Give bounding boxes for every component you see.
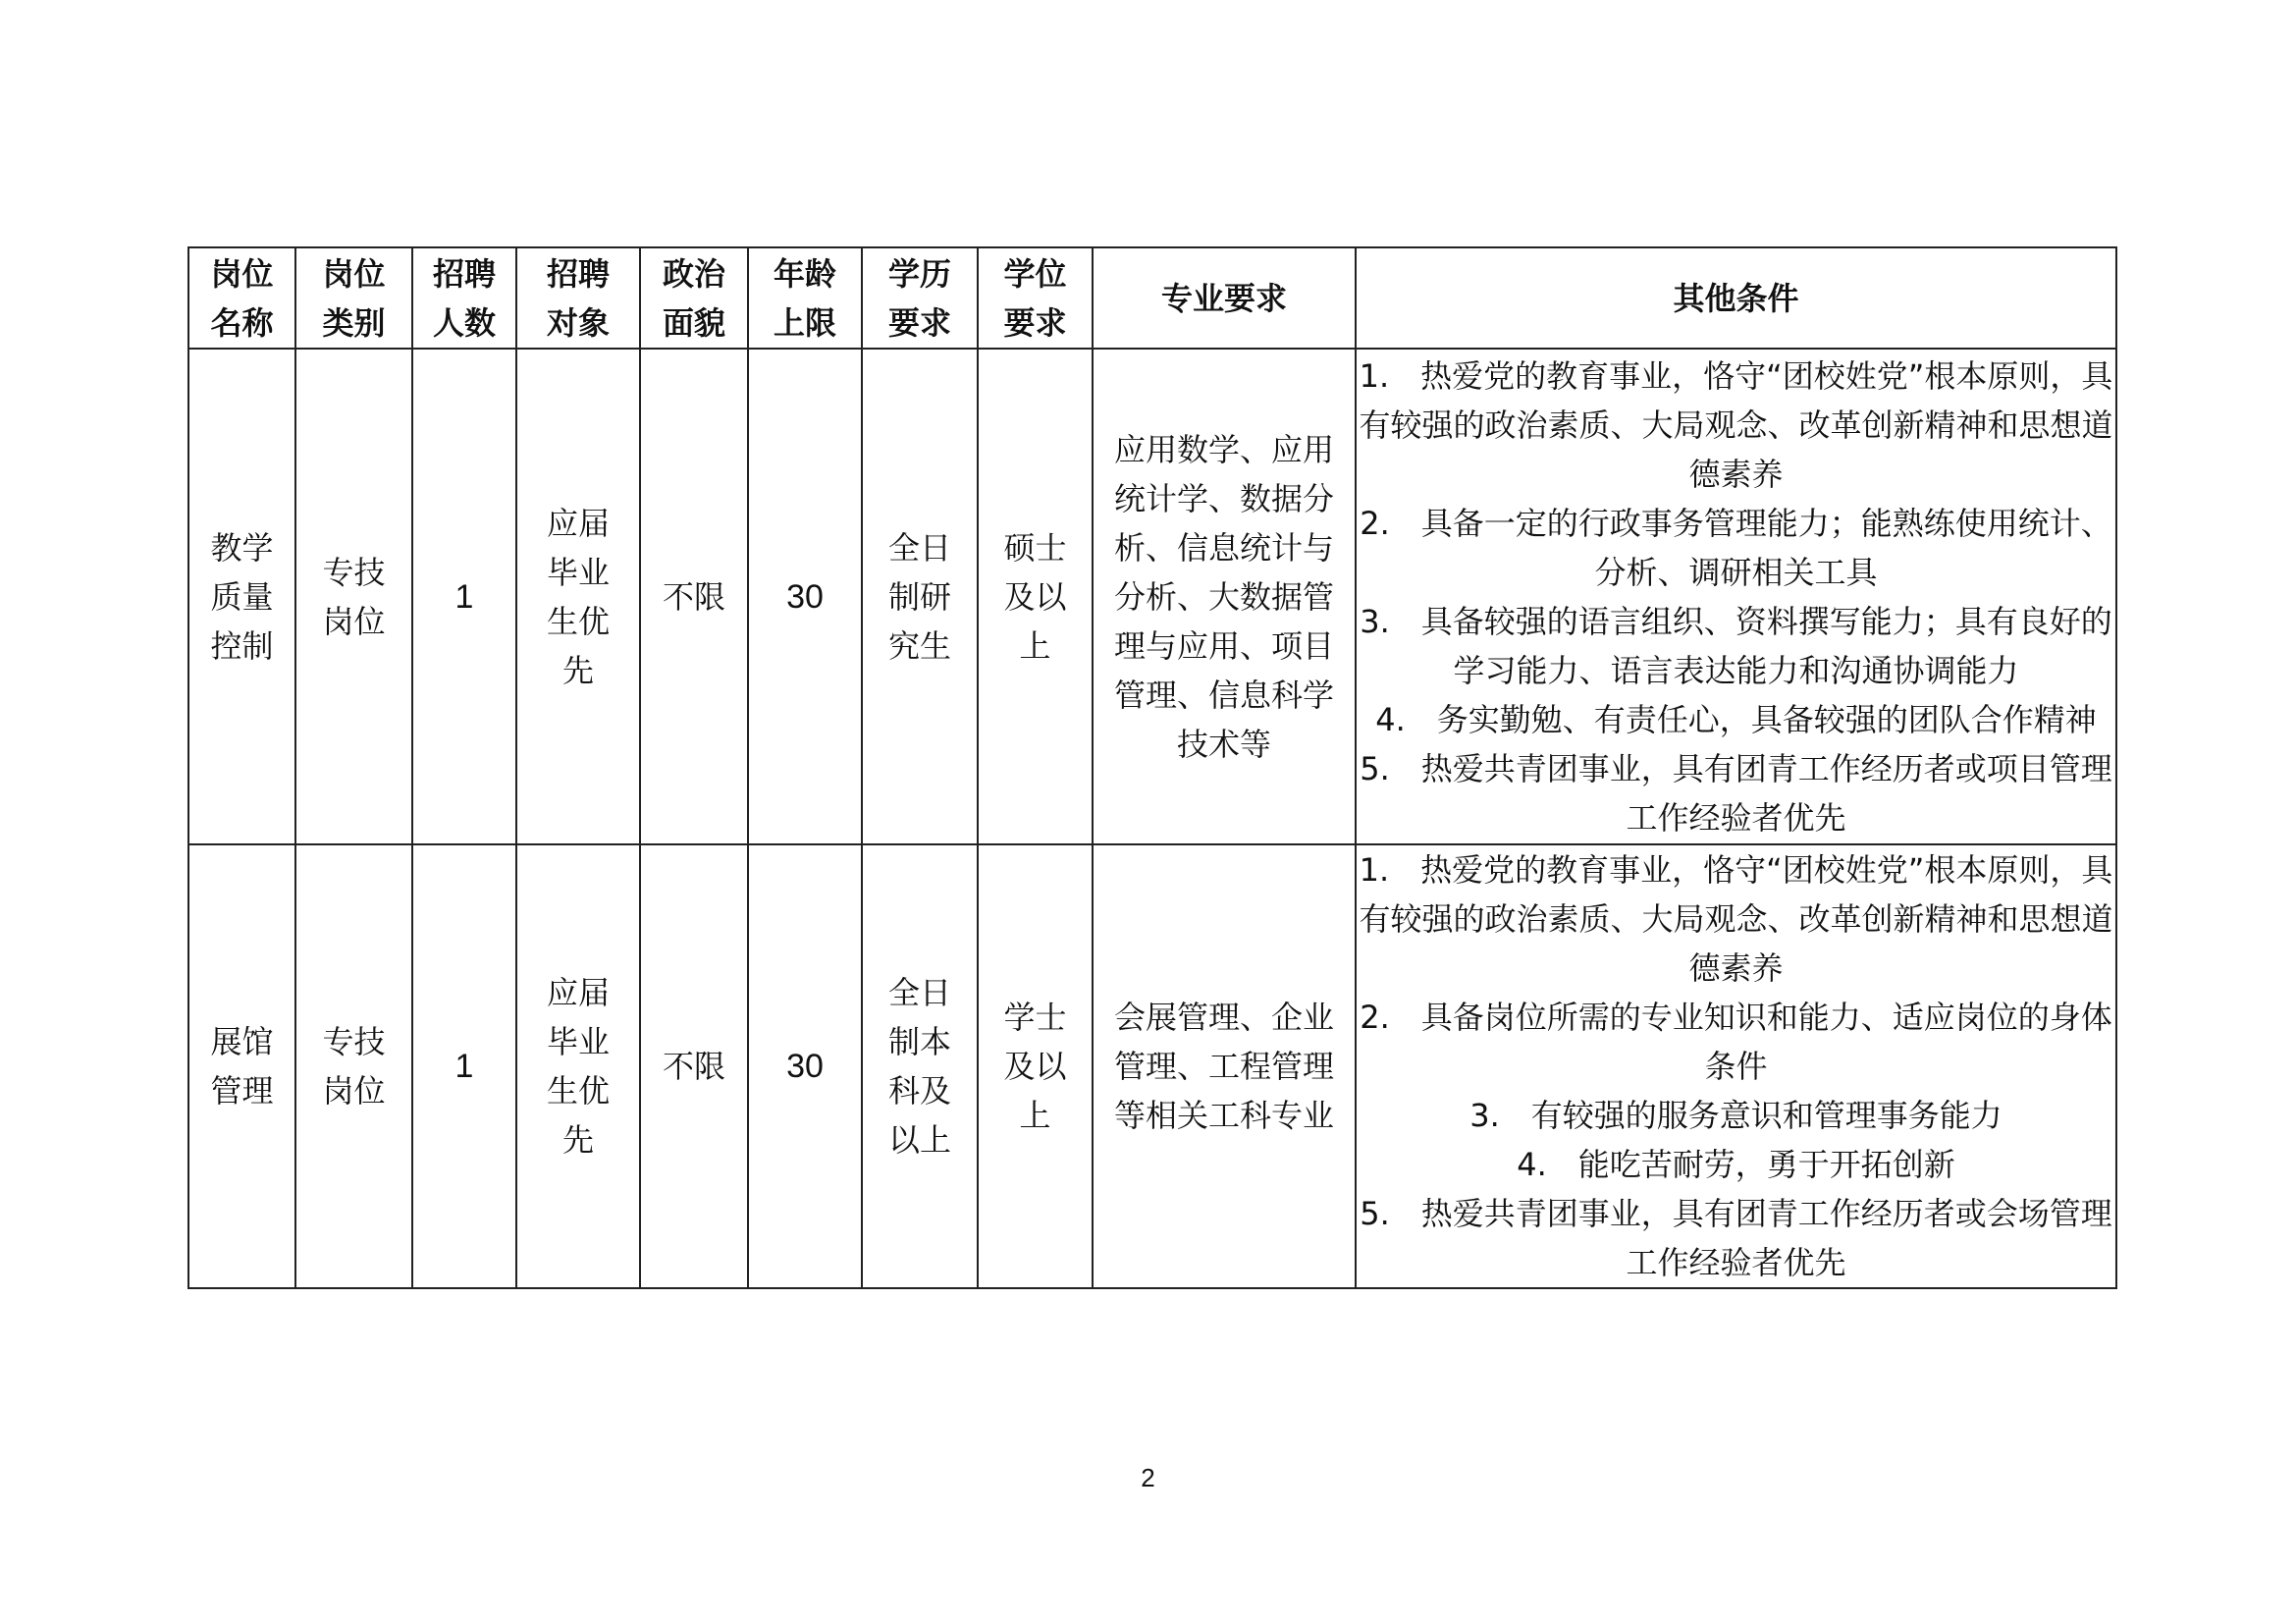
degree: 硕士 及以 上	[978, 349, 1093, 844]
header-age-limit: 年龄 上限	[748, 247, 862, 349]
header-post-category: 岗位 类别	[295, 247, 412, 349]
header-education: 学历 要求	[862, 247, 978, 349]
political-status: 不限	[640, 349, 748, 844]
degree: 学士 及以 上	[978, 844, 1093, 1288]
condition-item: 3. 有较强的服务意识和管理事务能力	[1469, 1097, 2002, 1134]
education: 全日 制本 科及 以上	[862, 844, 978, 1288]
post-name: 展馆 管理	[188, 844, 295, 1288]
header-other-conditions: 其他条件	[1356, 247, 2116, 349]
other-conditions	[1356, 844, 2116, 1288]
age-limit: 30	[748, 349, 862, 844]
post-name: 教学 质量 控制	[188, 349, 295, 844]
condition-item: 3. 具备较强的语言组织、资料撰写能力；具有良好的学习能力、语言表达能力和沟通协调能力	[1360, 602, 2112, 689]
recruit-count: 1	[412, 349, 516, 844]
header-post-name: 岗位 名称	[188, 247, 295, 349]
header-political-status: 政治 面貌	[640, 247, 748, 349]
table-row	[188, 844, 2116, 1288]
major-requirements: 会展管理、企业 管理、工程管理 等相关工科专业	[1093, 844, 1356, 1288]
other-conditions	[1356, 349, 2116, 844]
education: 全日 制研 究生	[862, 349, 978, 844]
condition-item: 1. 热爱党的教育事业，恪守“团校姓党”根本原则，具有较强的政治素质、大局观念、改革创新精神和思想道德素养	[1359, 851, 2113, 987]
header-degree: 学位 要求	[978, 247, 1093, 349]
table-header-row	[188, 247, 2116, 349]
major-requirements: 应用数学、应用 统计学、数据分 析、信息统计与 分析、大数据管 理与应用、项目 管理、信息科学 技术等	[1093, 349, 1356, 844]
condition-item: 4. 能吃苦耐劳，勇于开拓创新	[1517, 1146, 1955, 1183]
recruitment-table	[187, 246, 2117, 1289]
header-recruit-target: 招聘 对象	[516, 247, 640, 349]
header-major: 专业要求	[1093, 247, 1356, 349]
recruit-target: 应届 毕业 生优 先	[516, 844, 640, 1288]
condition-item: 1. 热爱党的教育事业，恪守“团校姓党”根本原则，具有较强的政治素质、大局观念、改革创新精神和思想道德素养	[1359, 356, 2113, 493]
header-recruit-count: 招聘 人数	[412, 247, 516, 349]
age-limit: 30	[748, 844, 862, 1288]
condition-item: 2. 具备岗位所需的专业知识和能力、适应岗位的身体条件	[1360, 999, 2112, 1085]
recruit-target: 应届 毕业 生优 先	[516, 349, 640, 844]
page-number: 2	[1141, 1463, 1155, 1492]
condition-item: 5. 热爱共青团事业，具有团青工作经历者或项目管理工作经验者优先	[1360, 749, 2112, 837]
condition-item: 4. 务实勤勉、有责任心，具备较强的团队合作精神	[1375, 700, 2097, 738]
condition-item: 2. 具备一定的行政事务管理能力；能熟练使用统计、分析、调研相关工具	[1360, 504, 2112, 591]
condition-item: 5. 热爱共青团事业，具有团青工作经历者或会场管理工作经验者优先	[1360, 1195, 2112, 1281]
recruit-count: 1	[412, 844, 516, 1288]
post-category: 专技 岗位	[295, 844, 412, 1288]
post-category: 专技 岗位	[295, 349, 412, 844]
table-row	[188, 349, 2116, 844]
political-status: 不限	[640, 844, 748, 1288]
